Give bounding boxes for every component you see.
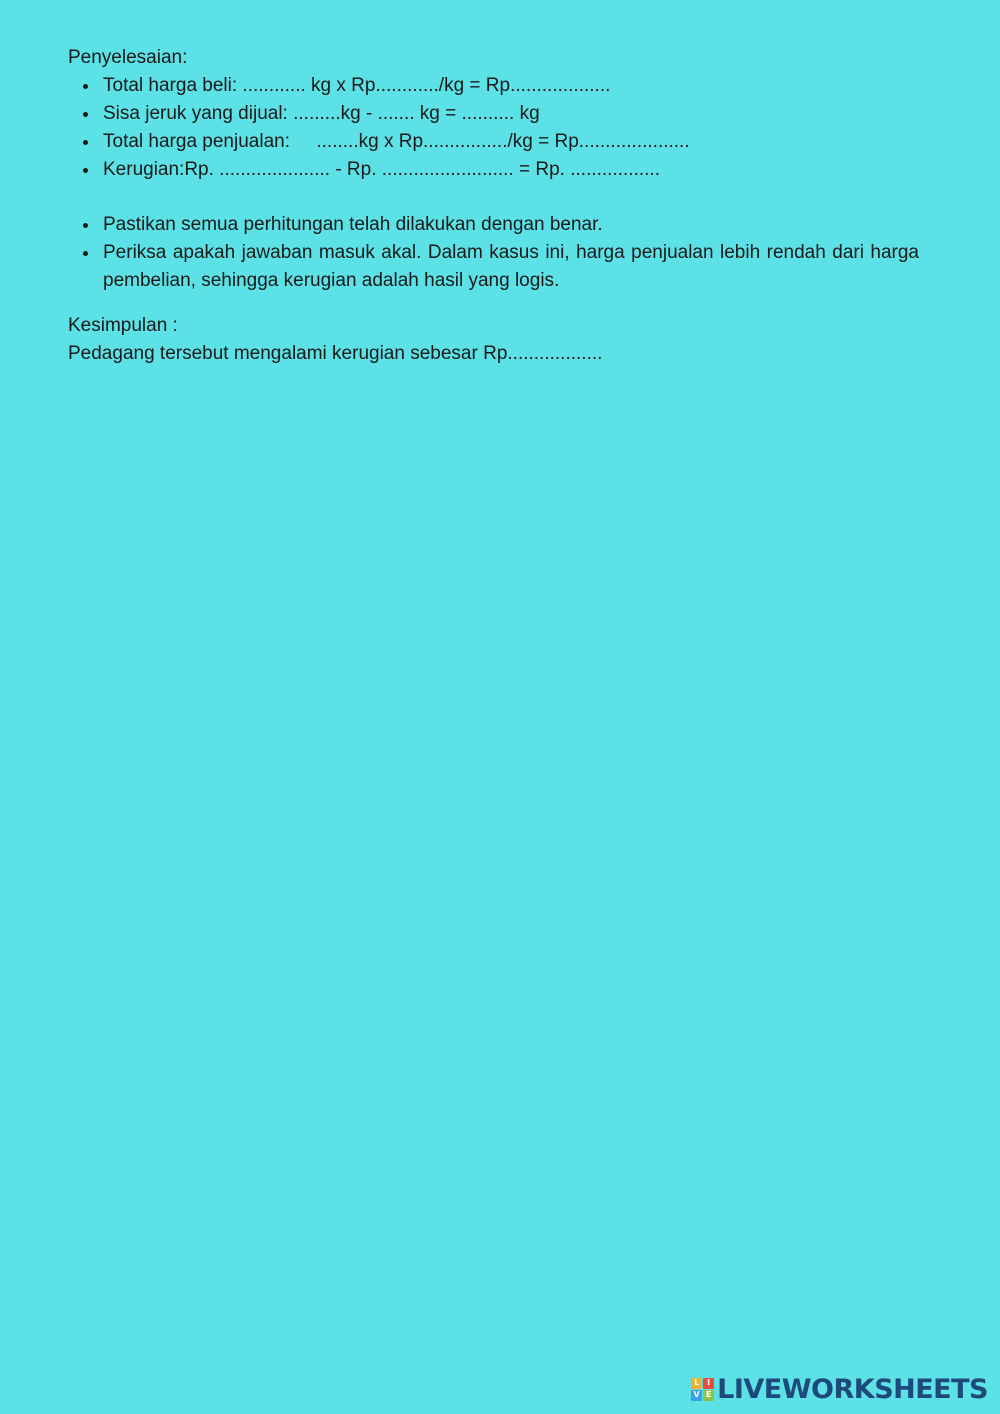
logo-letter-e: E	[703, 1390, 714, 1401]
check-calculations: Pastikan semua perhitungan telah dilakukan dengan benar.	[68, 211, 919, 239]
logo-wordmark: LIVEWORKSHEETS	[717, 1373, 988, 1405]
step-remaining-oranges: Sisa jeruk yang dijual: .........kg - ....... kg = .......... kg	[68, 100, 919, 128]
step-loss: Kerugian:Rp. ..................... - Rp. ......................... = Rp. .................	[68, 156, 919, 184]
live-logo-icon	[691, 1378, 714, 1401]
solution-steps-list	[68, 72, 919, 184]
worksheet-content	[68, 44, 919, 368]
conclusion-heading: Kesimpulan :	[68, 315, 178, 336]
liveworksheets-logo	[691, 1374, 988, 1404]
logo-letter-i: I	[703, 1378, 714, 1389]
step-total-purchase: Total harga beli: ............ kg x Rp............/kg = Rp...................	[68, 72, 919, 100]
check-reasonableness: Periksa apakah jawaban masuk akal. Dalam kasus ini, harga penjualan lebih rendah dari harga pembelian, sehingga kerugian adalah hasil yang logis.	[68, 239, 919, 295]
conclusion-text: Pedagang tersebut mengalami kerugian sebesar Rp..................	[68, 343, 603, 364]
spacer	[68, 295, 919, 312]
solution-heading: Penyelesaian:	[68, 47, 188, 68]
logo-letter-l: L	[691, 1378, 702, 1389]
checks-list	[68, 211, 919, 295]
step-total-sales: Total harga penjualan: ........kg x Rp................/kg = Rp.....................	[68, 128, 919, 156]
logo-letter-v: V	[691, 1390, 702, 1401]
spacer	[68, 184, 919, 211]
